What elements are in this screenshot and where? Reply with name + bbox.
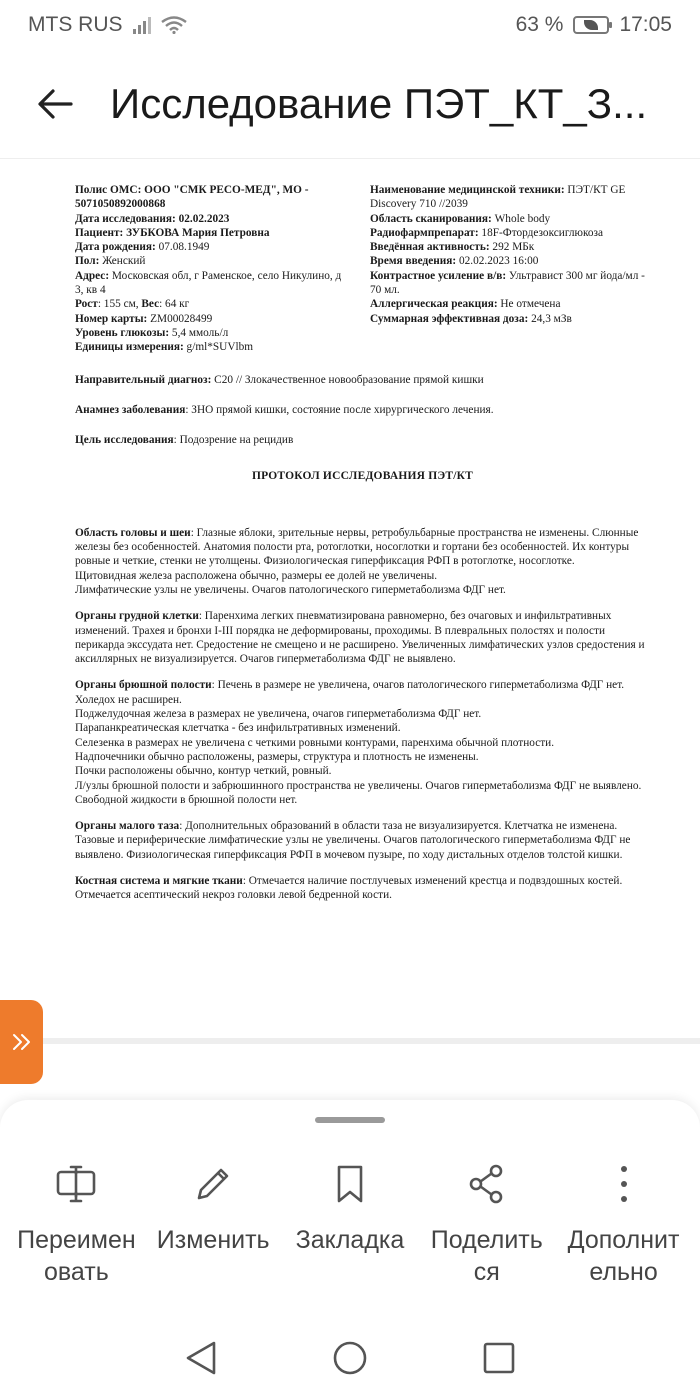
nav-recents-button[interactable]: [477, 1336, 521, 1380]
field-value: 18F-Фтордезоксиглюкоза: [478, 226, 604, 239]
field-value: Whole body: [491, 212, 551, 225]
section-text: : Глазные яблоки, зрительные нервы, ретробульбарные пространства не изменены. Слюнные железы без особенностей. Анатомия полости рта, ротоглотки, носоглотки и гортани без особенностей. Их контуры ровные и четкие, стенки не утолщены. Физиологическая гиперфиксация РФП в ротоглотке, носоглотке.: [75, 526, 639, 568]
section-text: Лимфатические узлы не увеличены. Очагов патологического гиперметаболизма ФДГ нет.: [75, 583, 506, 596]
edit-label: Изменить: [156, 1226, 270, 1254]
field-line: [370, 297, 650, 311]
square-recents-icon: [482, 1341, 516, 1375]
field-label: Время введения:: [370, 255, 457, 268]
section-line: [75, 793, 650, 807]
field-label: Анамнез заболевания: [75, 403, 186, 416]
field-label: Адрес:: [75, 269, 110, 282]
back-button[interactable]: [0, 50, 110, 158]
section-line: [75, 750, 650, 764]
field-line: [370, 312, 650, 326]
section-line: [75, 678, 650, 707]
section-text: Надпочечники обычно расположены, размеры, структура и плотность не изменены.: [75, 750, 479, 763]
header-right-column: [370, 183, 650, 355]
nav-home-button[interactable]: [328, 1336, 372, 1380]
field-label: Уровень глюкозы:: [75, 326, 170, 339]
edit-button[interactable]: [146, 1162, 280, 1288]
system-navigation-bar: [0, 1315, 700, 1400]
section-line: [75, 609, 650, 666]
field-line: [370, 183, 650, 212]
section-line: [75, 707, 650, 721]
section-line: [75, 526, 650, 569]
section-line: [75, 736, 650, 750]
field-line: [370, 226, 650, 240]
protocol-sections: [75, 526, 650, 903]
field-line: [370, 254, 650, 268]
field-line: [370, 212, 650, 226]
section-line: [75, 874, 650, 903]
field-line: [75, 212, 345, 226]
section-text: Поджелудочная железа в размерах не увеличена, очагов гиперметаболизма ФДГ нет.: [75, 708, 482, 721]
field-value: : 155 см,: [97, 298, 142, 311]
app-bar: [0, 50, 700, 158]
field-label: Номер карты:: [75, 312, 148, 325]
field-label: Полис ОМС: ООО "СМК РЕСО-МЕД", МО - 5071050892000868: [75, 184, 309, 211]
field-label: Единицы измерения:: [75, 341, 184, 354]
pencil-icon: [191, 1162, 235, 1206]
field-value: Не отмечена: [497, 298, 561, 311]
bottom-action-sheet: [0, 1100, 700, 1315]
field-label: Дата исследования: 02.02.2023: [75, 212, 230, 225]
more-button[interactable]: [557, 1162, 691, 1288]
action-row: [0, 1162, 700, 1288]
carrier-name: MTS RUS: [28, 13, 123, 36]
field-label: Пациент: ЗУБКОВА Мария Петровна: [75, 226, 270, 239]
bookmark-label: Закладка: [295, 1226, 405, 1254]
section-text: Почки расположены обычно, контур четкий, ровный.: [75, 765, 332, 778]
field-value: 07.08.1949: [155, 241, 210, 254]
field-value: 24,3 мЗв: [528, 312, 572, 325]
field-label: Введённая активность:: [370, 241, 490, 254]
weight-value: : 64 кг: [159, 298, 190, 311]
battery-percent: 63 %: [515, 13, 564, 36]
field-label: Суммарная эффективная доза:: [370, 312, 529, 325]
field-value: 292 МБк: [489, 241, 535, 254]
field-value: 5,4 ммоль/л: [169, 326, 229, 339]
field-line: [75, 226, 345, 240]
field-label: Пол:: [75, 255, 100, 268]
section-heading: Органы грудной клетки: [75, 610, 199, 623]
field-line: [370, 240, 650, 254]
section-line: [75, 583, 650, 597]
section-text: Щитовидная железа расположена обычно, размеры ее долей не увеличены.: [75, 569, 438, 582]
field-value: : ЗНО прямой кишки, состояние после хирургического лечения.: [185, 403, 494, 416]
protocol-section: [75, 819, 650, 862]
protocol-section: [75, 874, 650, 903]
share-label: Поделиться: [430, 1226, 543, 1286]
field-value: 02.02.2023 16:00: [456, 255, 539, 268]
field-label: Радиофармпрепарат:: [370, 226, 479, 239]
section-text: Л/узлы брюшной полости и забрюшинного пространства не увеличены. Очагов гиперметаболизма ФДГ не выявлено.: [75, 779, 642, 792]
field-label: Контрастное усиление в/в:: [370, 269, 507, 282]
field-line: [75, 312, 345, 326]
field-label: Цель исследования: [75, 434, 174, 447]
section-heading: Область головы и шеи: [75, 526, 191, 539]
field-line: [75, 269, 345, 298]
section-heading: Органы брюшной полости: [75, 679, 212, 692]
field-line: [75, 433, 650, 447]
section-text: Парапанкреатическая клетчатка - без инфильтративных изменений.: [75, 722, 401, 735]
signal-icon: [133, 16, 151, 34]
section-line: [75, 569, 650, 583]
protocol-title: ПРОТОКОЛ ИССЛЕДОВАНИЯ ПЭТ/КТ: [251, 470, 474, 483]
side-panel-toggle[interactable]: [0, 1000, 43, 1084]
circle-home-icon: [332, 1340, 368, 1376]
field-value: Ультравист 300 мг йода/мл - 70 мл.: [370, 269, 645, 297]
section-line: [75, 819, 650, 862]
field-label: Направительный диагноз:: [75, 373, 212, 386]
section-line: [75, 779, 650, 793]
header-left-column: [75, 183, 345, 355]
share-button[interactable]: [420, 1162, 554, 1288]
battery-icon: [573, 16, 609, 34]
arrow-left-icon: [37, 88, 73, 120]
field-value: Женский: [99, 255, 146, 268]
rename-button[interactable]: [9, 1162, 143, 1288]
section-text: : Паренхима легких пневматизирована равномерно, без очаговых и инфильтративных изменений. Трахея и бронхи I-III порядка не деформированы, проходимы. В плевральных полостях и полости перикарда экссудата нет. Средостение не смещено и не расширено. Увеличенных лимфатических узлов средостения и аксиллярных не визуализируется. Очагов гиперметаболизма ФДГ не выявлено.: [75, 610, 645, 666]
field-label: Рост: [75, 298, 98, 311]
status-bar: [0, 0, 700, 50]
field-label: Область сканирования:: [370, 212, 492, 225]
field-line: [75, 340, 345, 354]
protocol-section: [75, 526, 650, 597]
double-chevron-right-icon: [11, 1031, 33, 1053]
field-value: : Подозрение на рецидив: [173, 434, 294, 447]
section-text: Селезенка в размерах не увеличена с четкими ровными контурами, паренхима обычной плотности.: [75, 736, 555, 749]
field-value: ZM00028499: [147, 312, 213, 325]
field-line: [75, 254, 345, 268]
rename-icon: [54, 1162, 98, 1206]
field-value: ПЭТ/КТ GE Discovery 710 //2039: [370, 184, 626, 211]
field-label: Аллергическая реакция:: [370, 298, 498, 311]
more-vertical-icon: [602, 1162, 646, 1206]
sheet-drag-handle[interactable]: [315, 1117, 385, 1123]
clock: 17:05: [619, 13, 672, 36]
bookmark-icon: [328, 1162, 372, 1206]
field-label: Дата рождения:: [75, 241, 156, 254]
field-line: [75, 183, 345, 212]
section-text: Свободной жидкости в брюшной полости нет.: [75, 793, 298, 806]
field-line: [75, 373, 650, 387]
diagnosis-block: [75, 373, 650, 448]
section-line: [75, 721, 650, 735]
more-label: Дополнительно: [567, 1226, 680, 1286]
field-line: [75, 326, 345, 340]
protocol-section: [75, 609, 650, 666]
document-content: [75, 183, 650, 915]
section-text: : Печень в размере не увеличена, очагов патологического гиперметаболизма ФДГ нет. Холедох не расширен.: [75, 679, 625, 706]
field-line: [75, 297, 345, 311]
share-icon: [465, 1162, 509, 1206]
field-value: g/ml*SUVlbm: [183, 341, 254, 354]
protocol-section: [75, 678, 650, 807]
field-value: C20 // Злокачественное новообразование прямой кишки: [211, 373, 484, 386]
section-text: : Дополнительных образований в области таза не визуализируется. Клетчатка не изменена. Тазовые и периферические лимфатические узлы не увеличены. Очагов патологического гиперметаболизма ФДГ не выявлено. Физиологическая гиперфиксация РФП в мочевом пузыре, по ходу дистальных отделов толстой кишки.: [75, 820, 631, 861]
triangle-back-icon: [184, 1340, 218, 1376]
field-line: [75, 240, 345, 254]
bookmark-button[interactable]: [283, 1162, 417, 1288]
nav-back-button[interactable]: [179, 1336, 223, 1380]
page-title: Исследование ПЭТ_КТ_З...: [110, 80, 648, 127]
wifi-icon: [161, 16, 187, 34]
section-heading: Костная система и мягкие ткани: [75, 874, 243, 887]
field-line: [75, 403, 650, 417]
document-page[interactable]: [0, 158, 700, 1044]
section-line: [75, 764, 650, 778]
field-line: [370, 269, 650, 298]
weight-label: Вес: [141, 298, 160, 311]
rename-label: Переименовать: [17, 1226, 136, 1286]
field-value: Московская обл, г Раменское, село Никулино, д 3, кв 4: [75, 269, 342, 297]
document-header: [75, 183, 650, 355]
section-heading: Органы малого таза: [75, 820, 180, 833]
field-label: Наименование медицинской техники:: [370, 184, 565, 196]
section-text: : Отмечается наличие постлучевых изменений крестца и подвздошных костей. Отмечается асептический некроз головки левой бедренной кости.: [75, 874, 623, 902]
